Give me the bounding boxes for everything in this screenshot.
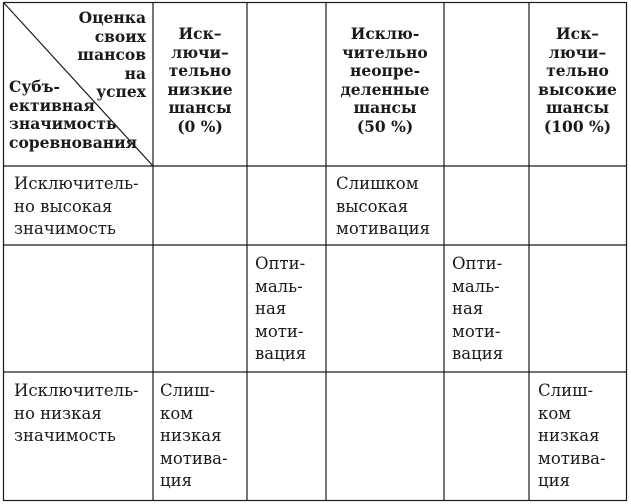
- cell-too-high-motivation: Слишком высокая мотивация: [336, 174, 431, 238]
- corner-bottom-label: Субъ- ективная значимость соревнования: [9, 77, 138, 152]
- cell-optimal-motivation-1: Опти- маль- ная моти- вация: [255, 254, 307, 363]
- cell-too-low-motivation-1: Слиш- ком низкая мотива- ция: [160, 381, 228, 490]
- cell-optimal-motivation-2: Опти- маль- ная моти- вация: [452, 254, 504, 363]
- column-header-uncertain-chances: Исклю- чительно неопре- деленные шансы (50 %): [340, 24, 430, 136]
- corner-top-label: Оценка своих шансов на успех: [77, 8, 146, 101]
- cell-too-low-motivation-2: Слиш- ком низкая мотива- ция: [538, 381, 606, 490]
- row-label-low-significance: Исключитель- но низкая значимость: [14, 381, 139, 445]
- column-header-low-chances: Иск– лючи– тельно низкие шансы (0 %): [167, 24, 233, 136]
- column-header-high-chances: Иск– лючи– тельно высокие шансы (100 %): [538, 24, 617, 136]
- row-label-high-significance: Исключитель- но высокая значимость: [14, 174, 139, 238]
